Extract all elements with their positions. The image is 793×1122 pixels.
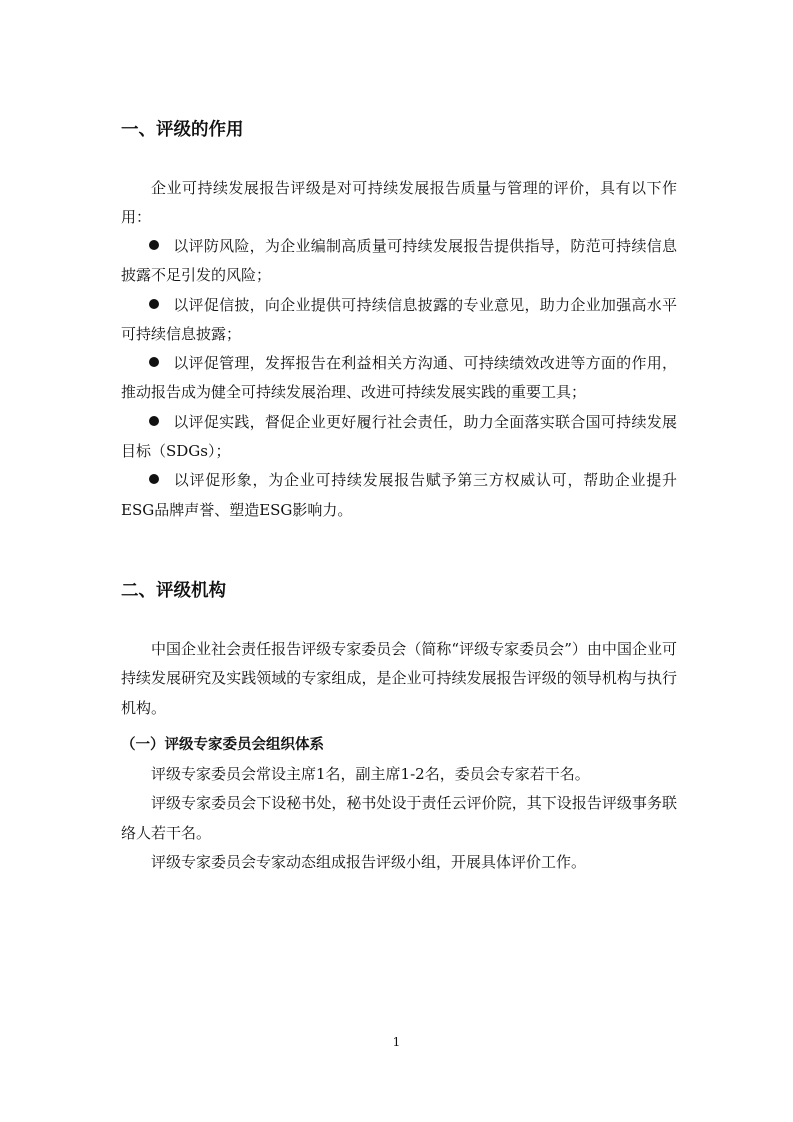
bullet-text: 以评防风险，为企业编制高质量可持续发展报告提供指导，防范可持续信息披露不足引发的风险；: [121, 237, 677, 285]
section-1-intro: 企业可持续发展报告评级是对可持续发展报告质量与管理的评价，具有以下作用：: [121, 179, 677, 227]
bullet-item: [121, 466, 677, 525]
section-1-bullet-list: [121, 232, 677, 525]
section-2-heading: 二、评级机构: [121, 581, 226, 601]
bullet-dot-icon: [149, 474, 159, 484]
bullet-item: [121, 232, 677, 291]
section-2-intro: 中国企业社会责任报告评级专家委员会（简称“评级专家委员会”）由中国企业可持续发展研究及实践领域的专家组成，是企业可持续发展报告评级的领导机构与执行机构。: [121, 640, 677, 717]
subsection-heading: （一）评级专家委员会组织体系: [121, 737, 324, 753]
bullet-dot-icon: [149, 357, 159, 367]
bullet-dot-icon: [149, 240, 159, 250]
bullet-dot-icon: [149, 416, 159, 426]
bullet-item: [121, 291, 677, 350]
subsection-paragraph: 评级专家委员会专家动态组成报告评级小组，开展具体评价工作。: [151, 852, 587, 871]
bullet-item: [121, 349, 677, 408]
subsection-paragraph: 评级专家委员会常设主席1名，副主席1-2名，委员会专家若干名。: [151, 765, 590, 783]
bullet-text: 以评促实践，督促企业更好履行社会责任，助力全面落实联合国可持续发展目标（SDGs）；: [121, 412, 677, 461]
subsection-body: [121, 760, 677, 877]
page-number: 1: [392, 1035, 401, 1049]
bullet-dot-icon: [149, 299, 159, 309]
bullet-item: [121, 408, 677, 467]
subsection-paragraph: 评级专家委员会下设秘书处，秘书处设于责任云评价院，其下设报告评级事务联络人若干名。: [121, 794, 677, 842]
bullet-text: 以评促管理，发挥报告在利益相关方沟通、可持续绩效改进等方面的作用，推动报告成为健全可持续发展治理、改进可持续发展实践的重要工具；: [121, 354, 677, 402]
bullet-text: 以评促信披，向企业提供可持续信息披露的专业意见，助力企业加强高水平可持续信息披露；: [121, 295, 677, 343]
section-1-heading: 一、评级的作用: [121, 120, 244, 140]
bullet-text: 以评促形象，为企业可持续发展报告赋予第三方权威认可，帮助企业提升ESG品牌声誉、塑造ESG影响力。: [121, 471, 677, 519]
